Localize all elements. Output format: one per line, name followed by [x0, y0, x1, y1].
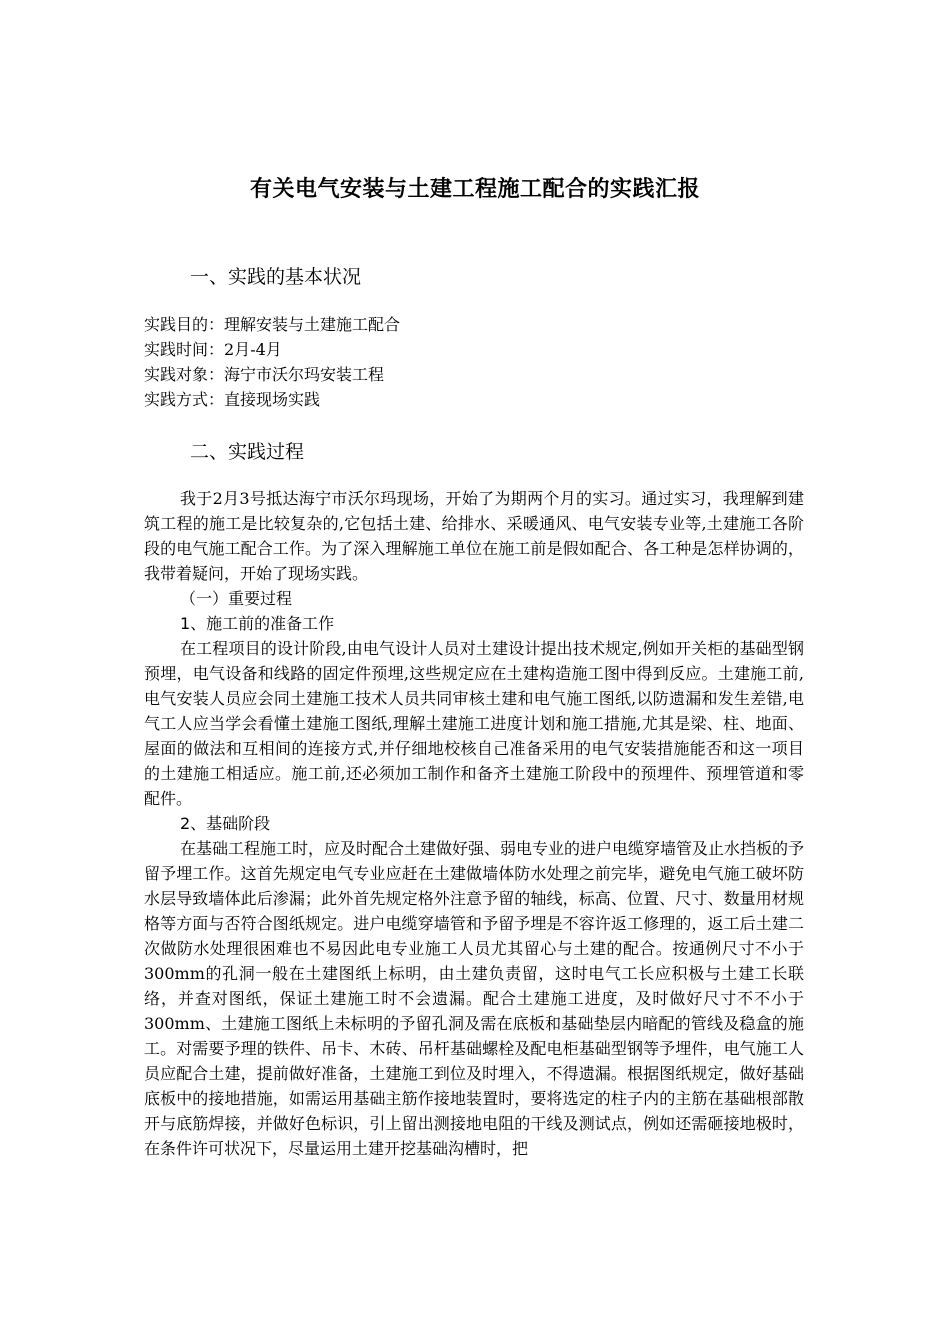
step-heading-preparation: 1、施工前的准备工作	[180, 614, 335, 633]
info-label: 实践时间：	[144, 340, 225, 359]
document-body	[144, 486, 804, 1161]
section-heading-process: 二、实践过程	[190, 441, 305, 463]
info-value: 直接现场实践	[224, 390, 321, 409]
foundation-paragraph: 在基础工程施工时，应及时配合土建做好强、弱电专业的进户电缆穿墙管及止水挡板的予留予埋工作。这首先规定电气专业应赶在土建做墙体防水处理之前完毕，避免电气施工破坏防水层导致墙体此后渗漏；此外首先规定格外注意予留的轴线，标高、位置、尺寸、数量用材规格等方面与否符合图纸规定。进户电缆穿墙管和予留予埋是不容许返工修理的，返工后土建二次做防水处理很困难也不易因此电专业施工人员尤其留心与土建的配合。按通例尺寸不小于300mm的孔洞一般在土建图纸上标明，由土建负责留，这时电气工长应积极与土建工长联络，并查对图纸，保证土建施工时不会遗漏。配合土建施工进度，及时做好尺寸不不小于300mm、土建施工图纸上未标明的予留孔洞及需在底板和基础垫层内暗配的管线及稳盒的施工。对需要予理的铁件、吊卡、木砖、吊杆基础螺栓及配电柜基础型钢等予埋件，电气施工人员应配合土建，提前做好准备，土建施工到位及时埋入，不得遗漏。根据图纸规定，做好基础底板中的接地措施，如需运用基础主筋作接地装置时，要将选定的柱子内的主筋在基础根部散开与底筋焊接，并做好色标识，引上留出测接地电阻的干线及测试点，例如还需砸接地极时，在条件许可状况下，尽量运用土建开挖基础沟槽时，把	[144, 839, 805, 1158]
info-value: 2月-4月	[224, 340, 282, 359]
intro-paragraph: 我于2月3号抵达海宁市沃尔玛现场，开始了为期两个月的实习。通过实习，我理解到建筑工程的施工是比较复杂的,它包括土建、给排水、采暖通风、电气安装专业等,土建施工各阶段的电气施工配合工作。为了深入理解施工单位在施工前是假如配合、各工种是怎样协调的，我带着疑问，开始了现场实践。	[144, 489, 804, 583]
subheading-main-process: （一）重要过程	[180, 589, 293, 608]
info-label: 实践方式：	[144, 390, 225, 409]
practice-info-list	[144, 312, 400, 412]
info-row-purpose	[144, 312, 400, 337]
info-value: 海宁市沃尔玛安装工程	[224, 365, 385, 384]
info-row-method	[144, 387, 400, 412]
document-title: 有关电气安装与土建工程施工配合的实践汇报	[249, 177, 700, 202]
preparation-paragraph: 在工程项目的设计阶段,由电气设计人员对土建设计提出技术规定,例如开关柜的基础型钢预埋，电气设备和线路的固定件预埋,这些规定应在土建构造施工图中得到反应。土建施工前,电气安装人员应会同土建施工技术人员共同审核土建和电气施工图纸,以防遗漏和发生差错,电气工人应当学会看懂土建施工图纸,理解土建施工进度计划和施工措施,尤其是梁、柱、地面、屋面的做法和互相间的连接方式,并仔细地校核自己准备采用的电气安装措施能否和这一项目的土建施工相适应。施工前,还必须加工制作和备齐土建施工阶段中的预埋件、预埋管道和零配件。	[144, 639, 804, 808]
info-value: 理解安装与土建施工配合	[224, 315, 401, 334]
section-heading-basic-status: 一、实践的基本状况	[190, 266, 362, 288]
info-label: 实践目的：	[144, 315, 225, 334]
step-heading-foundation: 2、基础阶段	[180, 814, 271, 833]
info-row-object	[144, 362, 400, 387]
info-row-time	[144, 337, 400, 362]
info-label: 实践对象：	[144, 365, 225, 384]
